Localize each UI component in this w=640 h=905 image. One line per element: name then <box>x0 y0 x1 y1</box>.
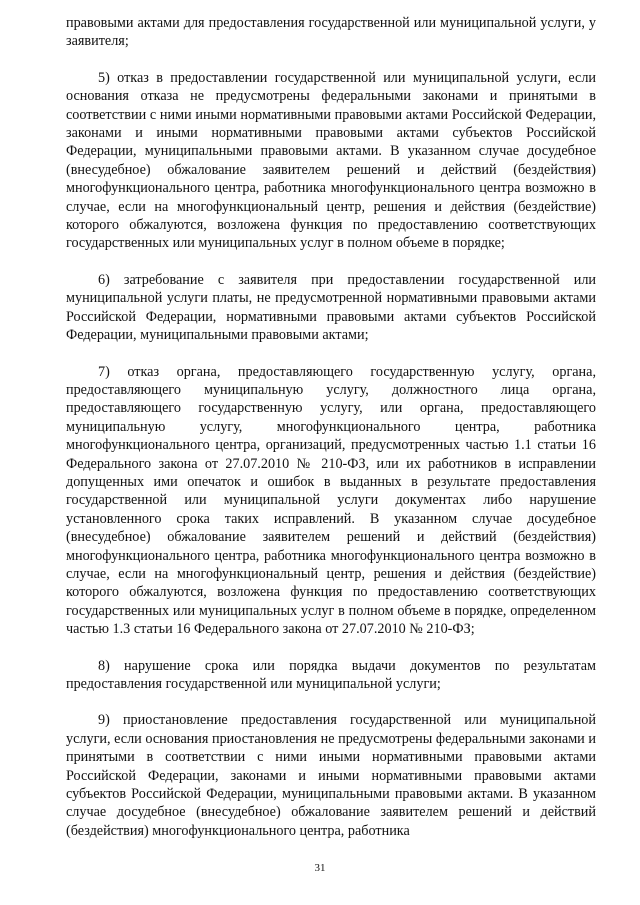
page-number: 31 <box>314 862 326 874</box>
paragraph-continuation: правовыми актами для предоставления государственной или муниципальной услуги, у заявителя; <box>66 15 596 50</box>
paragraph-item-7: 7) отказ органа, предоставляющего государственную услугу, органа, предоставляющего муниципальную услугу, должностного лица органа, предоставляющего государственную услугу, или органа, предоставляющего муниципальную услугу, многофункционального центра, работника многофункционального центра, организаций, предусмотренных частью 1.1 статьи 16 Федерального закона от 27.07.2010 № 210-ФЗ, или их работников в исправлении допущенных ими опечаток и ошибок в выданных в результате предоставления государственной или муниципальной услуги документах либо нарушение установленного срока таких исправлений. В указанном случае досудебное (внесудебное) обжалование заявителем решений и действий (бездействия) многофункционального центра, работника многофункционального центра возможно в случае, если на многофункциональный центр, решения и действия (бездействие) которого обжалуются, возложена функция по предоставлению соответствующих государственных или муниципальных услуг в полном объеме в порядке, определенном частью 1.3 статьи 16 Федерального закона от 27.07.2010 № 210-ФЗ; <box>66 363 596 638</box>
paragraph-item-9: 9) приостановление предоставления государственной или муниципальной услуги, если основания приостановления не предусмотрены федеральными законами и принятыми в соответствии с ними иными нормативными правовыми актами Российской Федерации, законами и иными нормативными правовыми актами субъектов Российской Федерации, муниципальными правовыми актами. В указанном случае досудебное (внесудебное) обжалование заявителем решений и действий (бездействия) многофункционального центра, работника <box>66 712 596 839</box>
paragraph-item-8: 8) нарушение срока или порядка выдачи документов по результатам предоставления государственной или муниципальной услуги; <box>66 657 596 692</box>
document-page <box>66 14 596 840</box>
paragraph-item-5: 5) отказ в предоставлении государственной или муниципальной услуги, если основания отказа не предусмотрены федеральными законами и принятыми в соответствии с ними иными нормативными правовыми актами Российской Федерации, законами и иными нормативными правовыми актами субъектов Российской Федерации, муниципальными правовыми актами. В указанном случае досудебное (внесудебное) обжалование заявителем решений и действий (бездействия) многофункционального центра, работника многофункционального центра возможно в случае, если на многофункциональный центр, решения и действия (бездействие) которого обжалуются, возложена функция по предоставлению соответствующих государственных или муниципальных услуг в полном объеме в порядке; <box>66 69 596 252</box>
paragraph-item-6: 6) затребование с заявителя при предоставлении государственной или муниципальной услуги платы, не предусмотренной нормативными правовыми актами Российской Федерации, нормативными правовыми актами субъектов Российской Федерации, муниципальными правовыми актами; <box>66 271 596 344</box>
